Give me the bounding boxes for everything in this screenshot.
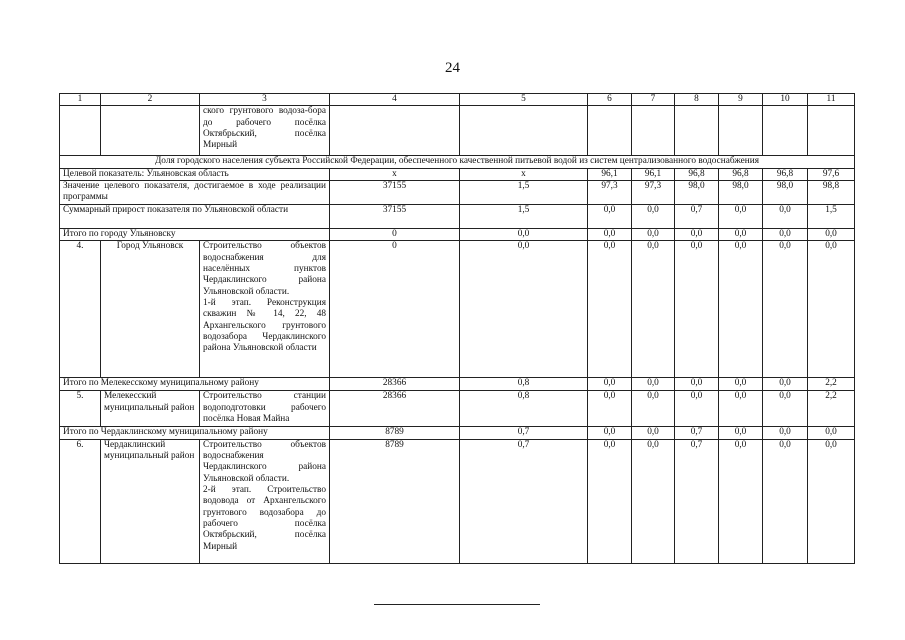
footnote-divider [374,604,540,605]
column-number: 6 [588,94,632,106]
cell-value: 37155 [330,180,460,204]
cell-value: 0,0 [632,378,675,391]
cell-value: 0,7 [675,204,719,228]
row-number: 4. [60,241,101,378]
cell-value: 0,0 [588,228,632,240]
project-description [200,241,330,378]
cell-value: x [460,168,588,180]
cell-value: 0,0 [763,391,808,427]
cell-value: 8789 [330,439,460,563]
row-label: Итого по Чердаклинскому муниципальному району [60,427,330,439]
cell-value: 0,7 [460,427,588,439]
cell-value: 0,0 [632,427,675,439]
cell-value: 0,0 [588,427,632,439]
cell-value: 0,7 [675,427,719,439]
cell-value: 98,0 [719,180,763,204]
cell-value: 0,0 [719,228,763,240]
cell-value: 0 [330,228,460,240]
column-number: 7 [632,94,675,106]
cell-value: 0,0 [763,439,808,563]
project-description-part: 2-й этап. Строительство водовода от Архангельского грунтового водозабора до рабочего посёлка Октябрьский, посёлка Мирный [203,484,326,552]
territory-name: Город Ульяновск [101,241,200,378]
row-label: Итого по городу Ульяновску [60,228,330,240]
cell-value: 98,0 [763,180,808,204]
cell-value: 28366 [330,391,460,427]
cell-value: 0,0 [808,427,855,439]
cell-value: 0,0 [719,439,763,563]
table-row [60,439,855,563]
column-number: 1 [60,94,101,106]
cell-value: 0,8 [460,378,588,391]
cell-value: 0,0 [588,391,632,427]
cell-value: 0,0 [588,439,632,563]
melekess-total-row [60,378,855,391]
cell-value: 98,8 [808,180,855,204]
table-row [60,241,855,378]
project-description-part: 1-й этап. Реконструкция скважин № 14, 22, 48 Архангельского грунтового водозабора Чердаклинского района Ульяновской области [203,297,326,354]
cell-value: 0,0 [632,228,675,240]
territory-name: Чердаклинский муниципальный район [101,439,200,563]
cell-value: 37155 [330,204,460,228]
cell-value: 96,8 [675,168,719,180]
section-title-row [60,156,855,168]
column-number-row [60,94,855,106]
cell-value: 0,0 [719,427,763,439]
cell-value: 98,0 [675,180,719,204]
cell-value: 0,0 [763,204,808,228]
cell-value: 0,0 [588,378,632,391]
cell-value: 0,0 [632,204,675,228]
row-label: Итого по Мелекесскому муниципальному району [60,378,330,391]
column-number: 9 [719,94,763,106]
cell-value: 0,0 [763,228,808,240]
column-number: 5 [460,94,588,106]
cell-value: 1,5 [808,204,855,228]
column-number: 3 [200,94,330,106]
row-number: 6. [60,439,101,563]
project-description: ского грунтового водоза-бора до рабочего посёлка Октябрьский, посёлка Мирный [200,106,330,156]
cell-value: 0,0 [808,228,855,240]
project-description-part: Строительство объектов водоснабжения для населённых пунктов Чердаклинского района Ульяновской области. [203,241,326,297]
continuation-row [60,106,855,156]
increment-row [60,204,855,228]
cell-value: 0,0 [632,241,675,378]
cell-value: 0,0 [632,391,675,427]
cell-value: 0,0 [719,241,763,378]
cell-value: 96,1 [588,168,632,180]
cell-value: 0,8 [460,391,588,427]
cell-value: 0,0 [675,391,719,427]
cell-value: 28366 [330,378,460,391]
cell-value: 0,0 [763,241,808,378]
cell-value: 0,0 [675,228,719,240]
project-description-part: Строительство объектов водоснабжения Чердаклинского района Ульяновской области. [203,439,326,484]
cell-value: 0,7 [675,439,719,563]
cell-value: 0,0 [632,439,675,563]
cell-value: 0,0 [763,427,808,439]
cell-value: 0,0 [808,241,855,378]
row-label: Значение целевого показателя, достигаемое в ходе реализации программы [60,180,330,204]
row-number: 5. [60,391,101,427]
cell-value: 97,3 [632,180,675,204]
column-number: 2 [101,94,200,106]
achieved-value-row [60,180,855,204]
cell-value: 97,3 [588,180,632,204]
row-label: Суммарный прирост показателя по Ульяновской области [60,204,330,228]
table-row [60,391,855,427]
project-description [200,439,330,563]
cell-value: 0,0 [719,391,763,427]
column-number: 11 [808,94,855,106]
column-number: 10 [763,94,808,106]
cell-value: 96,1 [632,168,675,180]
cell-value: x [330,168,460,180]
cell-value: 1,5 [460,180,588,204]
city-total-row [60,228,855,240]
cell-value: 2,2 [808,391,855,427]
territory-name: Мелекесский муниципальный район [101,391,200,427]
cell-value: 0,0 [763,378,808,391]
cell-value: 1,5 [460,204,588,228]
project-description: Строительство станции водоподготовки рабочего посёлка Новая Майна [200,391,330,427]
cell-value: 96,8 [763,168,808,180]
cell-value: 0 [330,241,460,378]
page-number: 24 [445,60,460,76]
cell-value: 96,8 [719,168,763,180]
cell-value: 2,2 [808,378,855,391]
cell-value: 0,0 [460,241,588,378]
cell-value: 97,6 [808,168,855,180]
cell-value: 0,0 [808,439,855,563]
cell-value: 0,0 [719,204,763,228]
cell-value: 0,0 [675,378,719,391]
cell-value: 0,0 [460,228,588,240]
cell-value: 0,0 [719,378,763,391]
cell-value: 0,0 [588,241,632,378]
cell-value: 0,0 [588,204,632,228]
cell-value: 0,0 [675,241,719,378]
section-title: Доля городского населения субъекта Российской Федерации, обеспеченного качественной питьевой водой из систем централизованного водоснабжения [60,156,855,168]
row-label: Целевой показатель: Ульяновская область [60,168,330,180]
cell-value: 0,7 [460,439,588,563]
target-indicator-row [60,168,855,180]
cell-value: 8789 [330,427,460,439]
investment-table [59,93,855,564]
cherdakly-total-row [60,427,855,439]
column-number: 8 [675,94,719,106]
column-number: 4 [330,94,460,106]
